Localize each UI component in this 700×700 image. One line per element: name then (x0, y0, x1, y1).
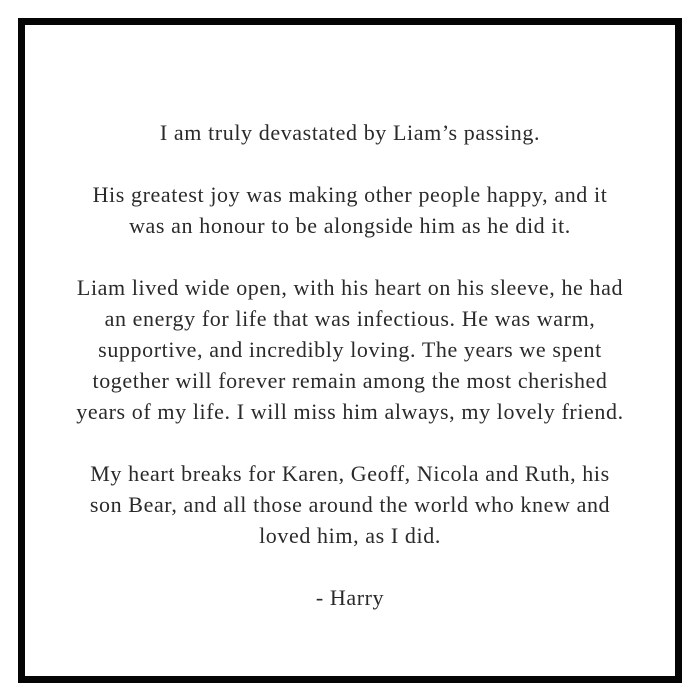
statement-text-block (25, 25, 675, 676)
signature-line: - Harry (315, 585, 385, 610)
card-border-frame (18, 18, 682, 683)
statement-paragraph (35, 117, 665, 148)
statement-line: supportive, and incredibly loving. The years we spent (98, 337, 602, 362)
statement-paragraph (35, 272, 665, 427)
statement-line: years of my life. I will miss him always, my lovely friend. (76, 399, 624, 424)
statement-line: My heart breaks for Karen, Geoff, Nicola and Ruth, his (90, 461, 610, 486)
statement-line: an energy for life that was infectious. He was warm, (104, 306, 596, 331)
statement-signature (35, 582, 665, 613)
statement-line: together will forever remain among the most cherished (92, 368, 608, 393)
statement-paragraph (35, 179, 665, 241)
statement-line: son Bear, and all those around the world who knew and (89, 492, 611, 517)
statement-line: Liam lived wide open, with his heart on his sleeve, he had (76, 275, 624, 300)
statement-line: His greatest joy was making other people happy, and it (92, 182, 608, 207)
statement-line: loved him, as I did. (259, 523, 441, 548)
statement-paragraph (35, 458, 665, 551)
statement-line: I am truly devastated by Liam’s passing. (159, 120, 541, 145)
statement-line: was an honour to be alongside him as he did it. (129, 213, 571, 238)
